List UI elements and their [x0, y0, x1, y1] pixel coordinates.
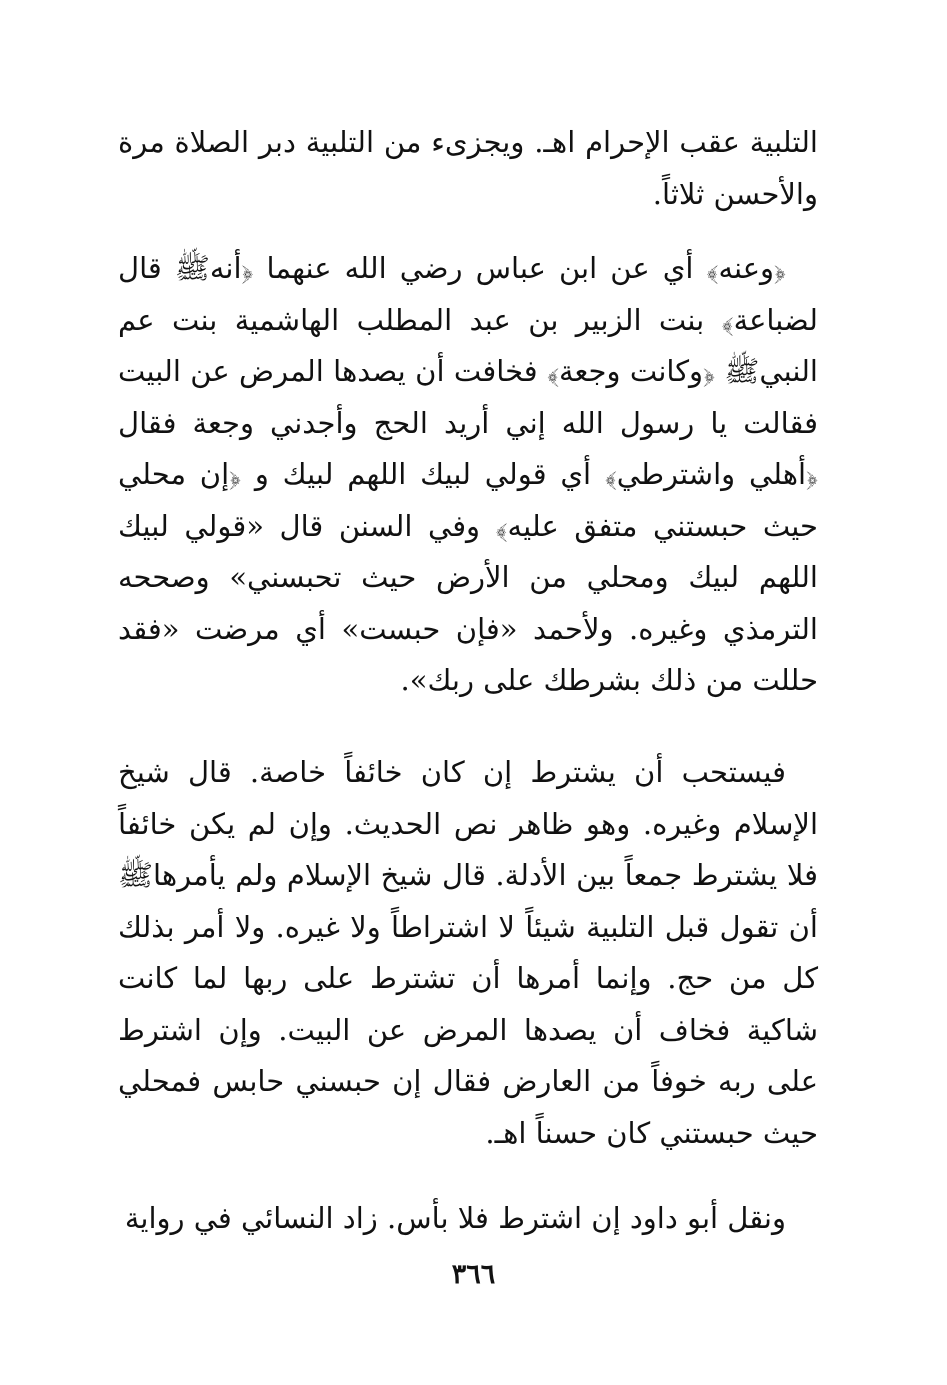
paragraph-text: التلبية عقب الإحرام اهـ. ويجزىء من التلبية دبر الصلاة مرة والأحسن ثلاثاً. — [118, 125, 818, 211]
paragraph-dubaa-hadith — [118, 243, 818, 707]
paragraph-text: ﴿وعنه﴾ أي عن ابن عباس رضي الله عنهما ﴿أنهﷺ قال لضباعة﴾ بنت الزبير بن عبد المطلب الهاشمية بنت عم النبيﷺ ﴿وكانت وجعة﴾ فخافت أن يصدها المرض عن البيت فقالت يا رسول الله إني أريد الحج وأجدني وجعة فقال ﴿أهلي واشترطي﴾ أي قولي لبيك اللهم لبيك و ﴿إن محلي حيث حبستني متفق عليه﴾ وفي السنن قال «قولي لبيك اللهم لبيك ومحلي من الأرض حيث تحبسني» وصححه الترمذي وغيره. ولأحمد «فإن حبست» أي مرضت «فقد حللت من ذلك بشرطك على ربك». — [118, 251, 818, 697]
paragraph-ishtirat-ruling — [118, 747, 818, 1159]
paragraph-abu-dawud — [118, 1193, 818, 1245]
page-number: ٣٦٦ — [451, 1259, 496, 1290]
paragraph-text: فيستحب أن يشترط إن كان خائفاً خاصة. قال شيخ الإسلام وغيره. وهو ظاهر نص الحديث. وإن لم يكن خائفاً فلا يشترط جمعاً بين الأدلة. قال شيخ الإسلام ولم يأمرهاﷺ أن تقول قبل التلبية شيئاً لا اشتراطاً ولا غيره. ولا أمر بذلك كل من حج. وإنما أمرها أن تشترط على ربها لما كانت شاكية فخاف أن يصدها المرض عن البيت. وإن اشترط على ربه خوفاً من العارض فقال إن حبسني حابس فمحلي حيث حبستني كان حسناً اهـ. — [118, 755, 818, 1150]
paragraph-talbiya-continuation — [118, 117, 818, 220]
paragraph-text: ونقل أبو داود إن اشترط فلا بأس. زاد النسائي في رواية — [124, 1201, 786, 1235]
